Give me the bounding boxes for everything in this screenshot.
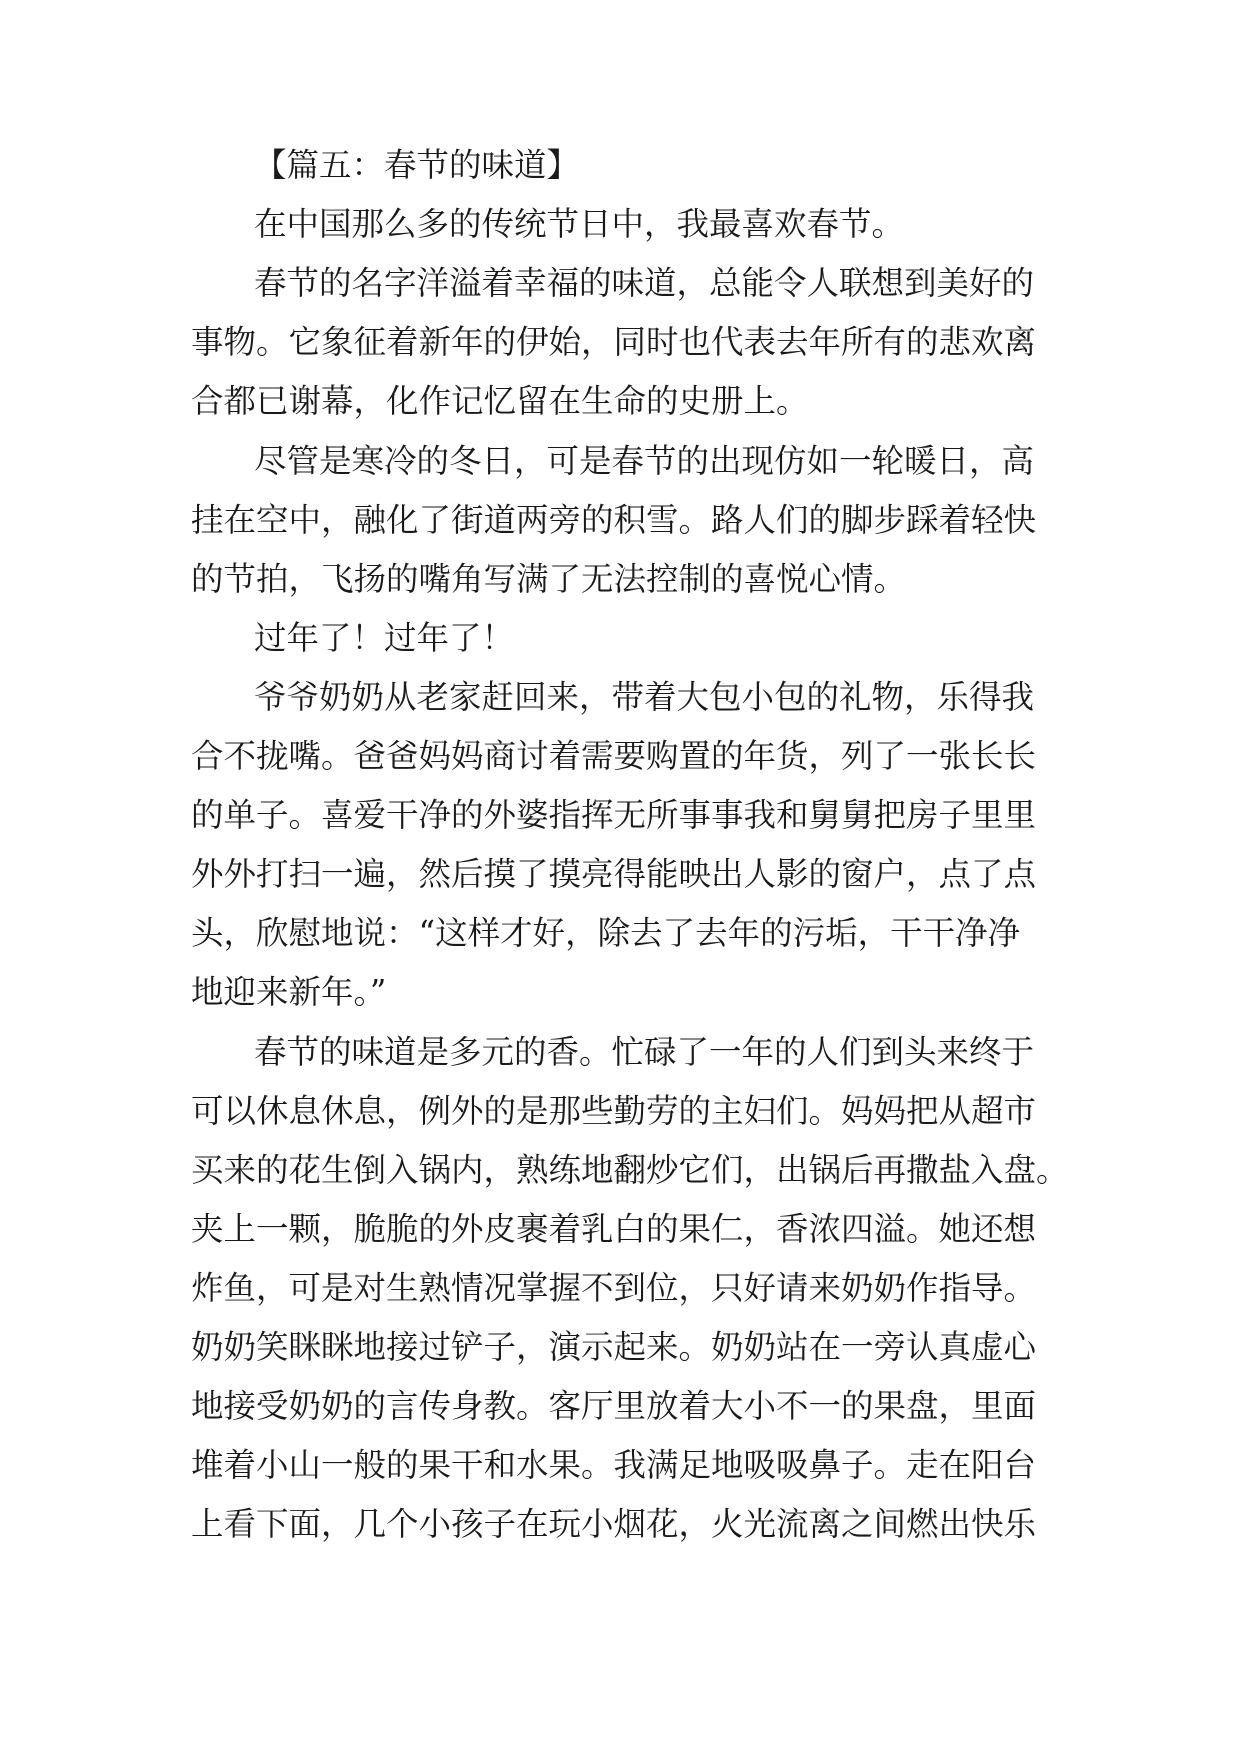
paragraph-line: 上看下面，几个小孩子在玩小烟花，火光流离之间燃出快乐 bbox=[191, 1505, 1037, 1544]
paragraph-line: 可以休息休息，例外的是那些勤劳的主妇们。妈妈把从超市 bbox=[191, 1091, 1037, 1130]
paragraph-line: 地迎来新年。” bbox=[191, 973, 387, 1012]
paragraph-line: 奶奶笑眯眯地接过铲子，演示起来。奶奶站在一旁认真虚心 bbox=[191, 1328, 1037, 1366]
paragraph-first-line: 春节的味道是多元的香。忙碌了一年的人们到头来终于 bbox=[254, 1032, 1035, 1071]
paragraph-first-line: 【篇五：春节的味道】 bbox=[254, 146, 580, 184]
paragraph-first-line: 在中国那么多的传统节日中，我最喜欢春节。 bbox=[254, 205, 905, 244]
paragraph-line: 的节拍，飞扬的嘴角写满了无法控制的喜悦心情。 bbox=[191, 559, 907, 598]
paragraph-line: 的单子。喜爱干净的外婆指挥无所事事我和舅舅把房子里里 bbox=[191, 796, 1037, 835]
paragraph-first-line: 尽管是寒冷的冬日，可是春节的出现仿如一轮暖日，高 bbox=[254, 441, 1035, 480]
paragraph-line: 买来的花生倒入锅内，熟练地翻炒它们，出锅后再撒盐入盘。 bbox=[191, 1150, 1069, 1189]
paragraph-line: 事物。它象征着新年的伊始，同时也代表去年所有的悲欢离 bbox=[191, 323, 1037, 362]
paragraph-line: 头，欣慰地说：“这样才好，除去了去年的污垢，干干净净 bbox=[191, 914, 1021, 953]
paragraph-line: 地接受奶奶的言传身教。客厅里放着大小不一的果盘，里面 bbox=[191, 1387, 1037, 1426]
paragraph-first-line: 过年了！过年了！ bbox=[254, 618, 515, 657]
paragraph-line: 合都已谢幕，化作记忆留在生命的史册上。 bbox=[191, 382, 809, 421]
paragraph-line: 合不拢嘴。爸爸妈妈商讨着需要购置的年货，列了一张长长 bbox=[191, 737, 1037, 775]
paragraph-line: 挂在空中，融化了街道两旁的积雪。路人们的脚步踩着轻快 bbox=[191, 500, 1037, 539]
paragraph-line: 堆着小山一般的果干和水果。我满足地吸吸鼻子。走在阳台 bbox=[191, 1446, 1037, 1485]
paragraph-first-line: 爷爷奶奶从老家赶回来，带着大包小包的礼物，乐得我 bbox=[254, 677, 1035, 716]
paragraph-line: 炸鱼，可是对生熟情况掌握不到位，只好请来奶奶作指导。 bbox=[191, 1268, 1037, 1307]
paragraph-line: 外外打扫一遍，然后摸了摸亮得能映出人影的窗户，点了点 bbox=[191, 855, 1037, 894]
paragraph-first-line: 春节的名字洋溢着幸福的味道，总能令人联想到美好的 bbox=[254, 264, 1035, 303]
paragraph-line: 夹上一颗，脆脆的外皮裹着乳白的果仁，香浓四溢。她还想 bbox=[191, 1209, 1037, 1248]
